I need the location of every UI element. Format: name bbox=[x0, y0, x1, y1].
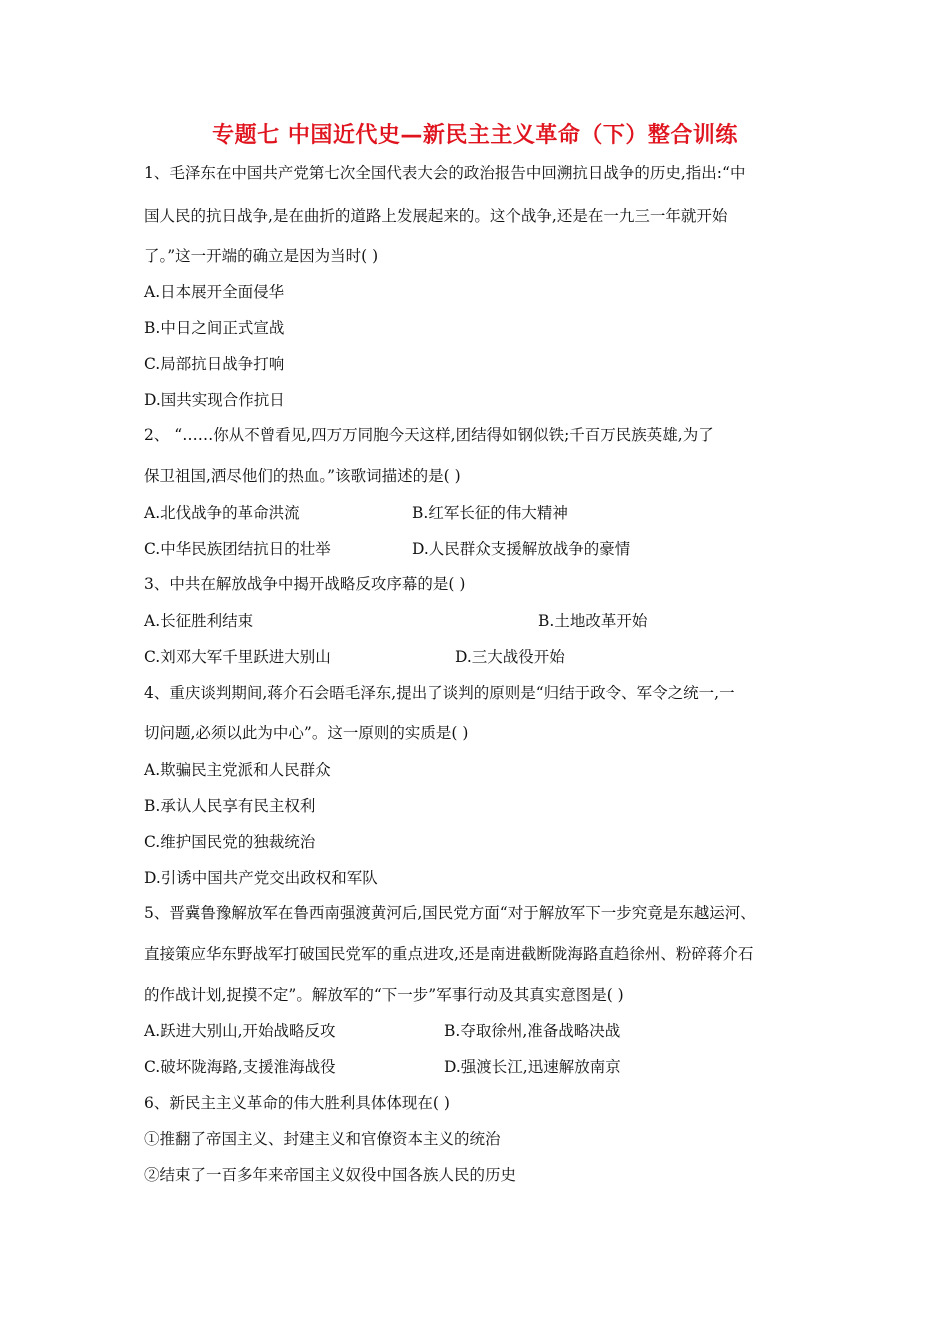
q3-stem-line-1: 3、中共在解放战争中揭开战略反攻序幕的是( ) bbox=[144, 575, 466, 593]
q6-stem-line-1: 6、新民主主义革命的伟大胜利具体体现在( ) bbox=[144, 1094, 450, 1112]
q4-option-a: A.欺骗民主党派和人民群众 bbox=[144, 761, 331, 779]
q5-option-a: A.跃进大别山,开始战略反攻 bbox=[144, 1022, 336, 1040]
q1-stem-line-1: 1、毛泽东在中国共产党第七次全国代表大会的政治报告中回溯抗日战争的历史,指出:“中 bbox=[144, 164, 746, 182]
q2-option-d: D.人民群众支援解放战争的豪情 bbox=[412, 540, 631, 558]
q5-stem-line-1: 5、晋冀鲁豫解放军在鲁西南强渡黄河后,国民党方面“对于解放军下一步究竟是东越运河、 bbox=[144, 904, 756, 922]
q3-option-a: A.长征胜利结束 bbox=[144, 612, 254, 630]
q2-stem-line-1: 2、 “……你从不曾看见,四万万同胞今天这样,团结得如钢似铁;千百万民族英雄,为了 bbox=[144, 426, 714, 444]
q5-stem-line-3: 的作战计划,捉摸不定”。解放军的“下一步”军事行动及其真实意图是( ) bbox=[144, 986, 624, 1004]
q5-option-c: C.破坏陇海路,支援淮海战役 bbox=[144, 1058, 336, 1076]
q6-statement-2: ②结束了一百多年来帝国主义奴役中国各族人民的历史 bbox=[144, 1166, 517, 1184]
q5-option-b: B.夺取徐州,准备战略决战 bbox=[444, 1022, 621, 1040]
q5-option-d: D.强渡长江,迅速解放南京 bbox=[444, 1058, 621, 1076]
q1-option-d: D.国共实现合作抗日 bbox=[144, 391, 285, 409]
page-title: 专题七 中国近代史—新民主主义革命（下）整合训练 bbox=[212, 123, 738, 148]
q3-option-d: D.三大战役开始 bbox=[455, 648, 565, 666]
q1-option-b: B.中日之间正式宣战 bbox=[144, 319, 285, 337]
q2-option-c: C.中华民族团结抗日的壮举 bbox=[144, 540, 331, 558]
q6-statement-1: ①推翻了帝国主义、封建主义和官僚资本主义的统治 bbox=[144, 1130, 501, 1148]
q5-stem-line-2: 直接策应华东野战军打破国民党军的重点进攻,还是南进截断陇海路直趋徐州、粉碎蒋介石 bbox=[144, 945, 754, 963]
q4-option-c: C.维护国民党的独裁统治 bbox=[144, 833, 316, 851]
q1-option-c: C.局部抗日战争打响 bbox=[144, 355, 285, 373]
q1-stem-line-2: 国人民的抗日战争,是在曲折的道路上发展起来的。这个战争,还是在一九三一年就开始 bbox=[144, 207, 728, 225]
q3-option-b: B.土地改革开始 bbox=[538, 612, 648, 630]
q2-option-a: A.北伐战争的革命洪流 bbox=[144, 504, 300, 522]
q4-stem-line-1: 4、重庆谈判期间,蒋介石会晤毛泽东,提出了谈判的原则是“归结于政令、军令之统一,一 bbox=[144, 684, 735, 702]
q1-stem-line-3: 了。”这一开端的确立是因为当时( ) bbox=[144, 247, 379, 265]
q2-option-b: B.红军长征的伟大精神 bbox=[412, 504, 568, 522]
q1-option-a: A.日本展开全面侵华 bbox=[144, 283, 285, 301]
q3-option-c: C.刘邓大军千里跃进大别山 bbox=[144, 648, 331, 666]
q4-option-b: B.承认人民享有民主权利 bbox=[144, 797, 316, 815]
q4-option-d: D.引诱中国共产党交出政权和军队 bbox=[144, 869, 378, 887]
q4-stem-line-2: 切问题,必须以此为中心”。这一原则的实质是( ) bbox=[144, 724, 469, 742]
q2-stem-line-2: 保卫祖国,洒尽他们的热血。”该歌词描述的是( ) bbox=[144, 467, 461, 485]
